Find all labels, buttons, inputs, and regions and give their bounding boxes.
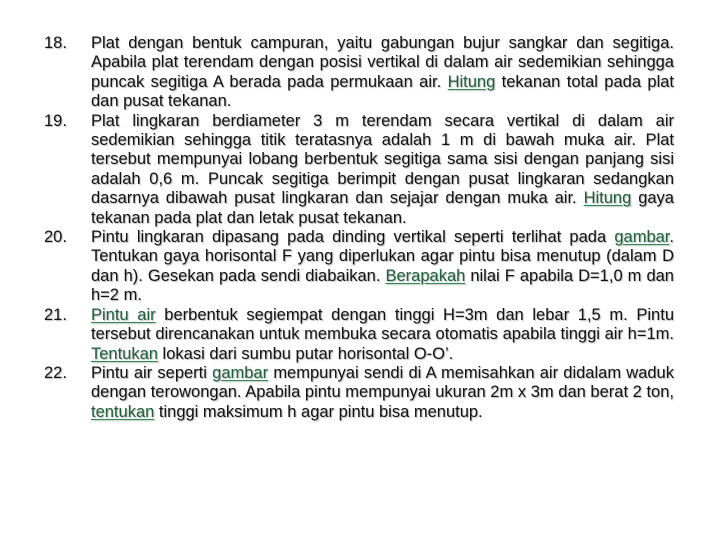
problem-item: [44, 112, 674, 228]
text-segment: Pintu air seperti: [91, 363, 213, 382]
problem-item: [44, 34, 674, 112]
problem-text: [91, 228, 674, 304]
text-segment: tinggi maksimum h agar pintu bisa menutup.: [154, 402, 483, 421]
underlined-keyword: Hitung: [583, 189, 632, 208]
underlined-keyword: Berapakah: [385, 266, 466, 285]
underlined-keyword: gambar: [212, 363, 269, 382]
text-segment: berbentuk segiempat dengan tinggi H=3m dan lebar 1,5 m. Pintu tersebut direncanakan untuk membuka secara otomatis apabila tinggi air h=1m.: [91, 305, 674, 344]
text-segment: . Tentukan gaya horisontal F yang diperlukan agar pintu bisa menutup (dalam D dan h). Gesekan pada sendi diabaikan.: [91, 228, 674, 285]
problem-text: [91, 34, 674, 110]
problem-item: [44, 306, 674, 364]
underlined-keyword: tentukan: [91, 402, 155, 421]
problem-item: [44, 228, 674, 306]
text-segment: nilai F apabila D=1,0 m dan h=2 m.: [91, 266, 674, 305]
underlined-keyword: Pintu air: [91, 305, 156, 324]
underlined-keyword: Tentukan: [91, 344, 158, 363]
problem-number: 18.: [44, 34, 67, 52]
problem-text: [91, 112, 674, 227]
text-segment: Pintu lingkaran dipasang pada dinding vertikal seperti terlihat pada: [91, 228, 615, 247]
text-segment: lokasi dari sumbu putar horisontal O-O’.: [157, 344, 454, 363]
problem-number: 19.: [44, 111, 67, 130]
text-segment: mempunyai sendi di A memisahkan air didalam waduk dengan terowongan. Apabila pintu mempunyai ukuran 2m x 3m dan berat 2 ton,: [91, 363, 674, 402]
problem-text: [91, 306, 674, 363]
problem-number: 22.: [44, 363, 67, 382]
problem-item: [44, 364, 674, 422]
underlined-keyword: gambar: [614, 228, 670, 247]
text-segment: tekanan total pada plat dan pusat tekanan.: [91, 72, 674, 111]
problem-number: 20.: [44, 228, 67, 247]
text-segment: gaya tekanan pada plat dan letak pusat tekanan.: [91, 189, 674, 227]
underlined-keyword: Hitung: [447, 72, 496, 91]
problem-list: [44, 34, 674, 422]
text-segment: Plat lingkaran berdiameter 3 m terendam secara vertikal di dalam air sedemikian sehingga titik teratasnya adalah 1 m di bawah muka air. Plat tersebut mempunyai lobang berbentuk segitiga sama sisi dengan panjang sisi adalah 0,6 m. Puncak segitiga berimpit dengan pusat lingkaran sedangkan dasarnya dibawah pusat lingkaran dan sejajar dengan muka air.: [91, 111, 674, 208]
text-segment: Plat dengan bentuk campuran, yaitu gabungan bujur sangkar dan segitiga. Apabila plat terendam dengan posisi vertikal di dalam air sedemikian sehingga puncak segitiga A berada pada permukaan air.: [91, 34, 674, 91]
problem-text: [91, 364, 674, 421]
problem-number: 21.: [44, 305, 67, 324]
